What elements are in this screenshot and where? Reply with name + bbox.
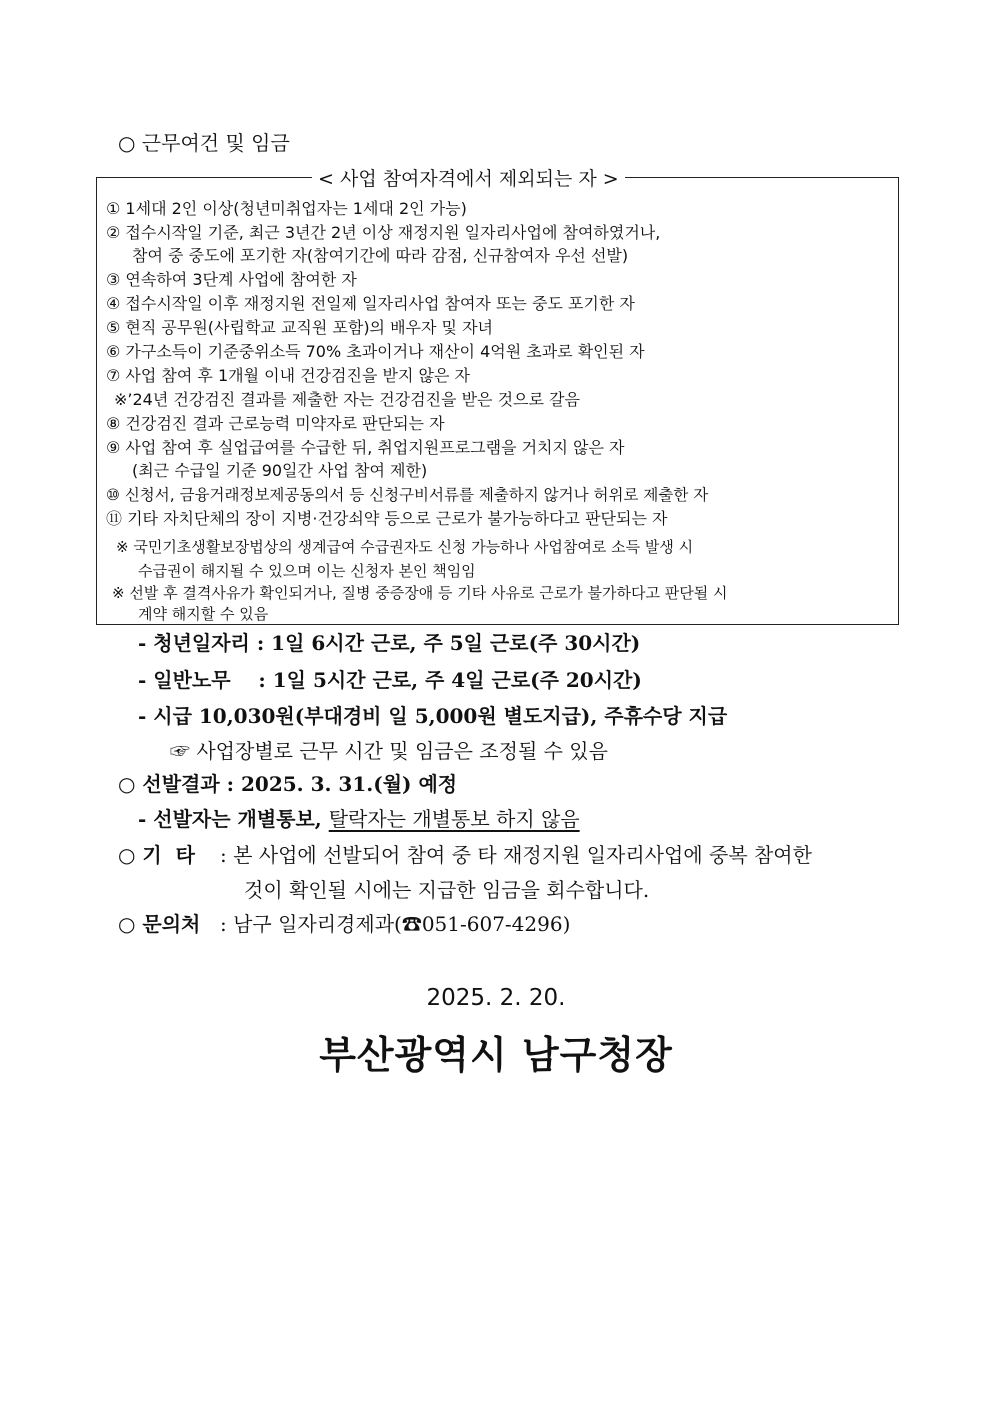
etc-line2: 것이 확인될 시에는 지급한 임금을 회수합니다. <box>244 878 650 902</box>
work-youth: - 청년일자리 : 1일 6시간 근로, 주 5일 근로(주 30시간) <box>138 631 641 655</box>
document-date: 2025. 2. 20. <box>426 985 566 1011</box>
work-general: - 일반노무 : 1일 5시간 근로, 주 4일 근로(주 20시간) <box>138 668 642 692</box>
exclusion-item: ⑩ 신청서, 금융거래정보제공동의서 등 신청구비서류를 제출하지 않거나 허위로 제출한 자 <box>106 486 709 504</box>
box-note-cont: 계약 해지할 수 있음 <box>138 605 269 623</box>
result-detail-underlined: 탈락자는 개별통보 하지 않음 <box>328 807 580 831</box>
result-heading: ○ 선발결과 : 2025. 3. 31.(월) 예정 <box>118 772 458 796</box>
exclusion-item: ③ 연속하여 3단계 사업에 참여한 자 <box>106 270 357 289</box>
exclusion-item: ⑥ 가구소득이 기준중위소득 70% 초과이거나 재산이 4억원 초과로 확인된 자 <box>106 342 645 361</box>
exclusion-item: ① 1세대 2인 이상(청년미취업자는 1세대 2인 가능) <box>106 199 467 218</box>
etc-line1: : 본 사업에 선발되어 참여 중 타 재정지원 일자리사업에 중복 참여한 <box>220 843 812 867</box>
exclusion-box-title: < 사업 참여자격에서 제외되는 자 > <box>312 164 625 191</box>
result-detail <box>138 803 580 832</box>
etc-label: ○ 기 타 <box>118 843 195 867</box>
exclusion-item: ② 접수시작일 기준, 최근 3년간 2년 이상 재정지원 일자리사업에 참여하였거나, <box>106 223 661 242</box>
issuer-signature: 부산광역시 남구청장 <box>319 1033 673 1077</box>
box-note: ※ 국민기초생활보장법상의 생계급여 수급권자도 신청 가능하나 사업참여로 소득 발생 시 <box>116 538 694 556</box>
exclusion-item: ⑨ 사업 참여 후 실업급여를 수급한 뒤, 취업지원프로그램을 거치지 않은 자 <box>106 438 625 457</box>
exclusion-item: ④ 접수시작일 이후 재정지원 전일제 일자리사업 참여자 또는 중도 포기한 자 <box>106 294 635 313</box>
exclusion-item: ⑧ 건강검진 결과 근로능력 미약자로 판단되는 자 <box>106 414 445 433</box>
exclusion-item-cont: 참여 중 중도에 포기한 자(참여기간에 따라 감점, 신규참여자 우선 선발) <box>132 246 629 265</box>
contact-label: ○ 문의처 <box>118 912 201 936</box>
result-detail-prefix: - 선발자는 개별통보, <box>138 807 329 831</box>
exclusion-item: ⑪ 기타 자치단체의 장이 지병·건강쇠약 등으로 근로가 불가능하다고 판단되는 자 <box>106 509 668 528</box>
work-wage-note: ☞ 사업장별로 근무 시간 및 임금은 조정될 수 있음 <box>170 739 608 763</box>
exclusion-item: ⑦ 사업 참여 후 1개월 이내 건강검진을 받지 않은 자 <box>106 366 470 385</box>
exclusion-item-cont: (최근 수급일 기준 90일간 사업 참여 제한) <box>132 461 428 480</box>
box-note: ※ 선발 후 결격사유가 확인되거나, 질병 중증장애 등 기타 사유로 근로가 불가하다고 판단될 시 <box>112 584 728 602</box>
exclusion-item: ⑤ 현직 공무원(사립학교 교직원 포함)의 배우자 및 자녀 <box>106 318 494 337</box>
contact-value: : 남구 일자리경제과(☎051-607-4296) <box>220 912 571 936</box>
exclusion-item-note: ※’24년 건강검진 결과를 제출한 자는 건강검진을 받은 것으로 갈음 <box>114 390 580 409</box>
work-wage: - 시급 10,030원(부대경비 일 5,000원 별도지급), 주휴수당 지급 <box>138 704 728 728</box>
box-note-cont: 수급권이 해지될 수 있으며 이는 신청자 본인 책임임 <box>138 562 476 580</box>
section-work-heading: ○ 근무여건 및 임금 <box>118 131 290 155</box>
